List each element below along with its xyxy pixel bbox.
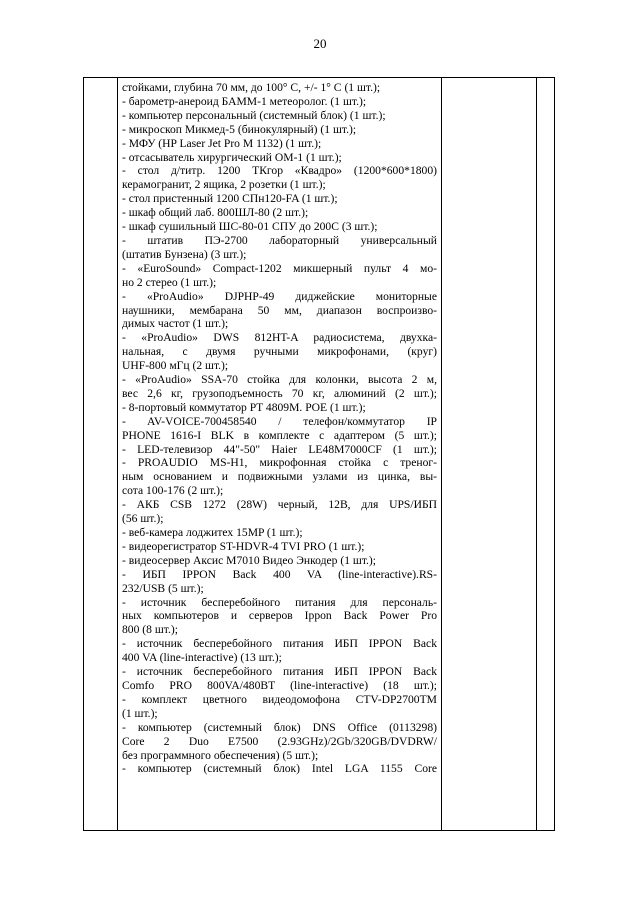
equipment-line: ных компьютеров и серверов Ippon Back Power Pro [122,609,437,623]
equipment-line: (штатив Бунзена) (3 шт.); [122,247,247,261]
equipment-line: - микроскоп Микмед-5 (бинокулярный) (1 шт.); [122,122,357,136]
equipment-line: - AV-VOICE-700458540 / телефон/коммутатор IP [122,414,437,428]
equipment-line: UHF-800 мГц (2 шт.); [122,359,229,373]
equipment-line: - «ProAudio» SSA-70 стойка для колонки, высота 2 м, [122,373,437,387]
equipment-line: нальная, с двумя ручными микрофонами, (круг) [122,345,437,359]
equipment-line: 400 VA (line-interactive) (13 шт.); [122,651,282,665]
equipment-line: - штатив ПЭ-2700 лабораторный универсальный [122,233,437,247]
equipment-line: ным основанием и подвижными узлами из цинка, вы- [122,470,437,484]
equipment-line: керамогранит, 2 ящика, 2 розетки (1 шт.); [122,178,326,192]
equipment-line: - источник бесперебойного питания для персональ- [122,595,437,609]
equipment-line: - ИБП IPPON Back 400 VA (line-interactive).RS- [122,567,437,581]
equipment-line: - источник бесперебойного питания ИБП IPPON Back [122,665,437,679]
equipment-line: PHONE 1616-I BLK в комплекте с адаптером (5 шт.); [122,428,437,442]
table-cell-number [84,78,118,831]
equipment-line: - видеорегистратор ST-HDVR-4 TVI PRO (1 шт.); [122,539,365,553]
equipment-line: - компьютер (системный блок) Intel LGA 1155 Core [122,762,437,776]
equipment-line: - МФУ (HP Laser Jet Pro M 1132) (1 шт.); [122,136,322,150]
equipment-list [118,78,441,776]
table-cell-equipment [118,78,442,831]
equipment-line: - отсасыватель хирургический ОМ-1 (1 шт.); [122,150,342,164]
equipment-line: - АКБ CSB 1272 (28W) черный, 12В, для UPS/ИБП [122,498,437,512]
equipment-line: - стол д/титр. 1200 ТКгор «Квадро» (1200*600*1800) [122,164,437,178]
equipment-line: - барометр-анероид БАММ-1 метеоролог. (1 шт.); [122,94,367,108]
equipment-line: - компьютер персональный (системный блок) (1 шт.); [122,108,386,122]
equipment-line: - стол пристенный 1200 СПн120-FA (1 шт.); [122,192,338,206]
equipment-line: - видеосервер Аксис M7010 Видео Энкодер (1 шт.); [122,553,376,567]
equipment-line: - «ProAudio» DJPHP-49 диджейские мониторные [122,289,437,303]
equipment-line: наушники, мембарана 50 мм, диапазон воспроизво- [122,303,437,317]
equipment-line: - комплект цветного видеодомофона CTV-DP2700TM [122,692,437,706]
equipment-line: - веб-камера лоджитех 15MP (1 шт.); [122,526,303,539]
equipment-line: димых частот (1 шт.); [122,317,229,331]
equipment-line: 232/USB (5 шт.); [122,581,204,595]
equipment-line: - LED-телевизор 44"-50" Haier LE48M7000CF (1 шт.); [122,442,437,456]
equipment-line: вес 2,6 кг, грузоподъемность 70 кг, алюминий (2 шт.); [122,386,437,400]
equipment-line: - шкаф сушильный ШС-80-01 СПУ до 200С (3 шт.); [122,220,378,234]
table-row [84,78,555,831]
equipment-line: но 2 стерео (1 шт.); [122,275,217,289]
equipment-line: (56 шт.); [122,512,164,526]
equipment-line: - «ProAudio» DWS 812HT-A радиосистема, двухка- [122,331,437,345]
equipment-line: - компьютер (системный блок) DNS Office (0113298) [122,720,437,734]
equipment-line: без программного обеспечения) (5 шт.); [122,748,319,762]
equipment-line: стойками, глубина 70 мм, до 100° С, +/- 1° С (1 шт.); [122,81,381,94]
equipment-line: - 8-портовый коммутатор PT 4809M. POE (1 шт.); [122,400,366,414]
equipment-line: - «EuroSound» Compact-1202 микшерный пульт 4 мо- [122,261,437,275]
table-cell-empty [442,78,537,831]
equipment-line: Comfo PRO 800VA/480BT (line-interactive) (18 шт.); [122,678,437,692]
equipment-line: - PROAUDIO MS-H1, микрофонная стойка с треног- [122,456,437,470]
page-number: 20 [313,36,327,51]
equipment-table [83,77,555,831]
equipment-line: сота 100-176 (2 шт.); [122,484,224,498]
equipment-line: Core 2 Duo E7500 (2.93GHz)/2Gb/320GB/DVDRW/ [122,734,437,748]
equipment-line: (1 шт.); [122,706,158,720]
equipment-line: - шкаф общий лаб. 800ШЛ-80 (2 шт.); [122,206,309,220]
equipment-line: - источник бесперебойного питания ИБП IPPON Back [122,637,437,651]
table-cell-empty-narrow [537,78,555,831]
equipment-line: 800 (8 шт.); [122,623,178,637]
